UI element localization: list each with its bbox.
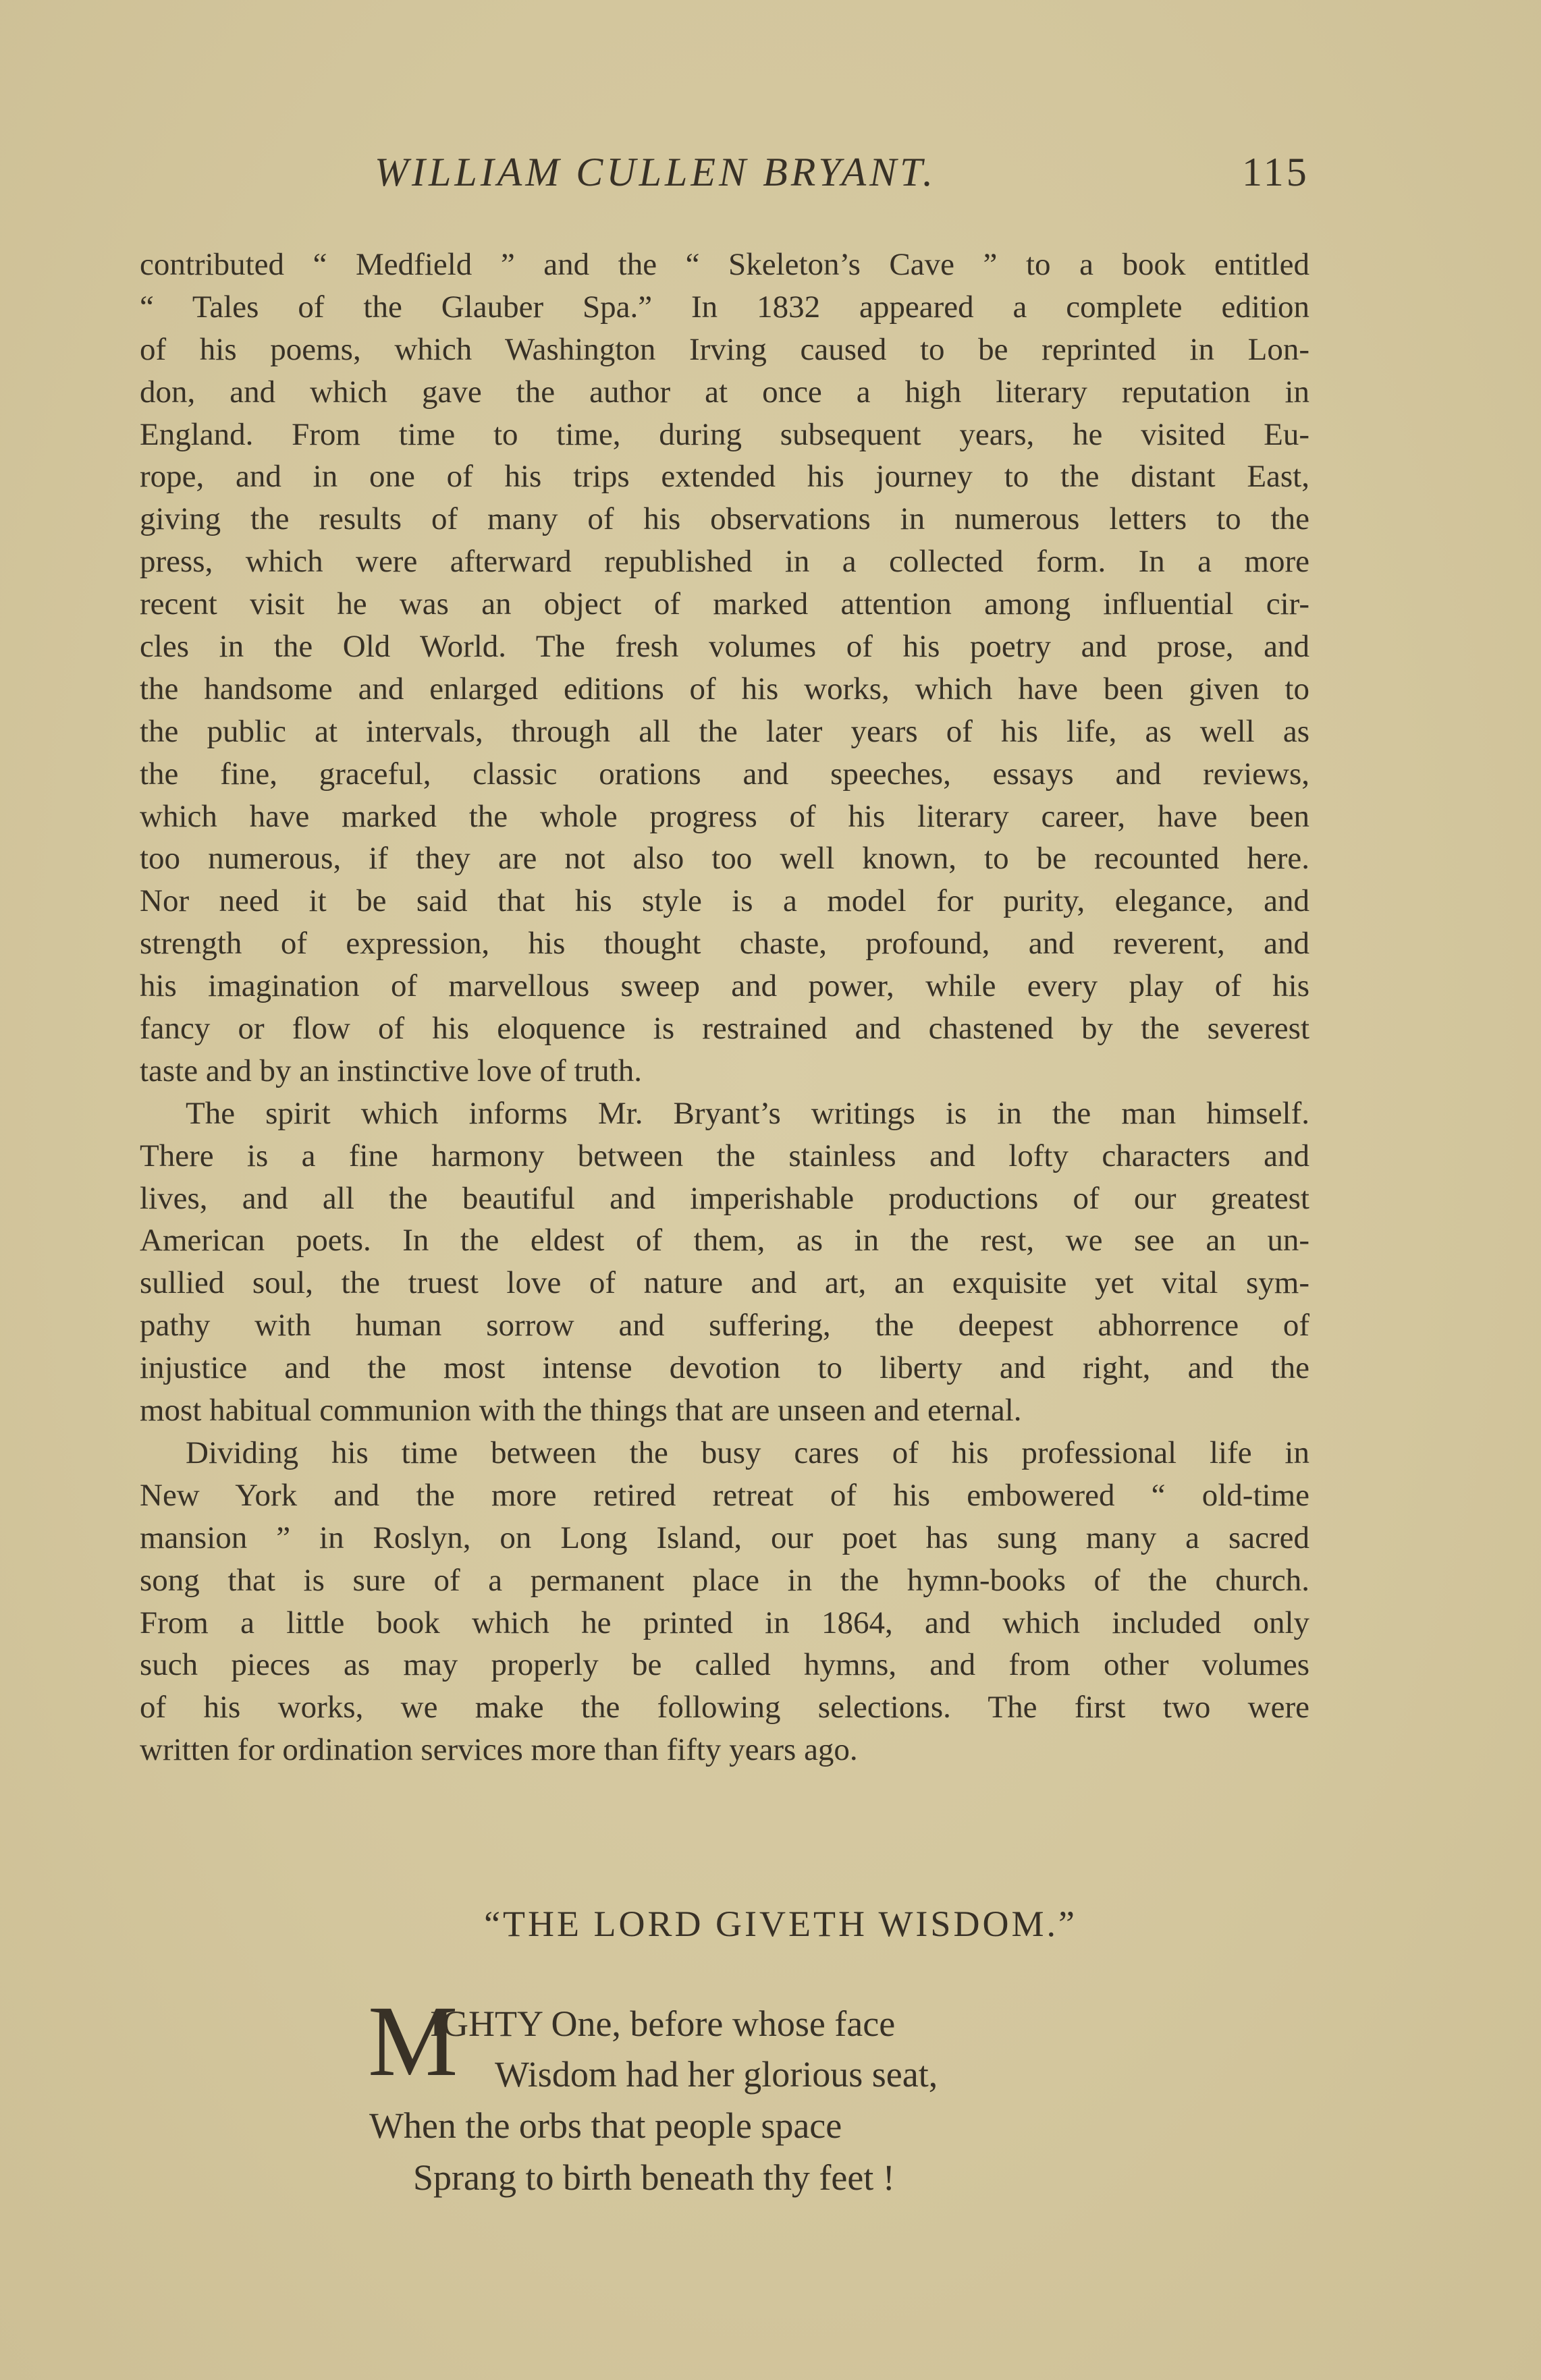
text-line: recent visit he was an object of marked attention among influential cir- <box>140 586 1309 622</box>
text-line: lives, and all the beautiful and imperishable productions of our greatest <box>140 1180 1309 1216</box>
text-line: cles in the Old World. The fresh volumes of his poetry and prose, and <box>140 629 1309 665</box>
text-line: the public at intervals, through all the later years of his life, as well as <box>140 713 1309 749</box>
running-title: WILLIAM CULLEN BRYANT. <box>375 150 937 194</box>
text-line: England. From time to time, during subsequent years, he visited Eu- <box>140 416 1309 452</box>
text-line: There is a fine harmony between the stainless and lofty characters and <box>140 1138 1309 1173</box>
text-line: mansion ” in Roslyn, on Long Island, our poet has sung many a sacred <box>140 1520 1309 1555</box>
text-line: Nor need it be said that his style is a model for purity, elegance, and <box>140 883 1309 919</box>
text-line: which have marked the whole progress of his literary career, have been <box>140 798 1309 834</box>
text-line: injustice and the most intense devotion to liberty and right, and the <box>140 1350 1309 1386</box>
text-line: song that is sure of a permanent place in the hymn-books of the church. <box>140 1562 1309 1598</box>
text-line: too numerous, if they are not also too well known, to be recounted here. <box>140 841 1309 877</box>
text-line: written for ordination services more than fifty years ago. <box>140 1732 858 1768</box>
text-line: Dividing his time between the busy cares of his professional life in <box>186 1435 1309 1470</box>
text-line: From a little book which he printed in 1864, and which included only <box>140 1605 1309 1640</box>
text-line: giving the results of many of his observations in numerous letters to the <box>140 501 1309 537</box>
page-number: 115 <box>1242 150 1309 194</box>
text-line: the fine, graceful, classic orations and speeches, essays and reviews, <box>140 756 1309 792</box>
text-line: rope, and in one of his trips extended his journey to the distant East, <box>140 459 1309 495</box>
text-line: pathy with human sorrow and suffering, the deepest abhorrence of <box>140 1308 1309 1344</box>
text-line: “ Tales of the Glauber Spa.” In 1832 appeared a complete edition <box>140 289 1309 325</box>
text-line: fancy or flow of his eloquence is restrained and chastened by the severest <box>140 1011 1309 1047</box>
drop-cap: M <box>368 1985 458 2097</box>
text-line: American poets. In the eldest of them, as in the rest, we see an un- <box>140 1223 1309 1258</box>
text-line: taste and by an instinctive love of truth. <box>140 1053 642 1088</box>
text-line: such pieces as may properly be called hymns, and from other volumes <box>140 1647 1309 1683</box>
text-line: sullied soul, the truest love of nature and art, an exquisite yet vital sym- <box>140 1265 1309 1301</box>
text-line: the handsome and enlarged editions of his works, which have been given to <box>140 671 1309 707</box>
text-line: New York and the more retired retreat of his embowered “ old-time <box>140 1477 1309 1513</box>
text-line: his imagination of marvellous sweep and power, while every play of his <box>140 968 1309 1004</box>
text-line: of his poems, which Washington Irving caused to be reprinted in Lon- <box>140 331 1309 367</box>
text-line: of his works, we make the following selections. The first two were <box>140 1690 1309 1725</box>
page-header <box>0 145 1541 199</box>
text-line: don, and which gave the author at once a high literary reputation in <box>140 374 1309 410</box>
text-line: contributed “ Medfield ” and the “ Skeleton’s Cave ” to a book entitled <box>140 247 1309 282</box>
poem-line: Sprang to birth beneath thy feet ! <box>413 2157 895 2198</box>
body-text <box>140 244 1309 1771</box>
poem-title: “THE LORD GIVETH WISDOM.” <box>484 1904 1077 1944</box>
text-line: strength of expression, his thought chaste, profound, and reverent, and <box>140 926 1309 962</box>
poem-line: IGHTY One, before whose face <box>430 2003 896 2044</box>
poem-line: When the orbs that people space <box>369 2105 842 2146</box>
poem-line: Wisdom had her glorious seat, <box>495 2054 938 2095</box>
text-line: press, which were afterward republished in a collected form. In a more <box>140 544 1309 580</box>
text-line: most habitual communion with the things that are unseen and eternal. <box>140 1393 1022 1429</box>
text-line: The spirit which informs Mr. Bryant’s writings is in the man himself. <box>186 1095 1309 1131</box>
